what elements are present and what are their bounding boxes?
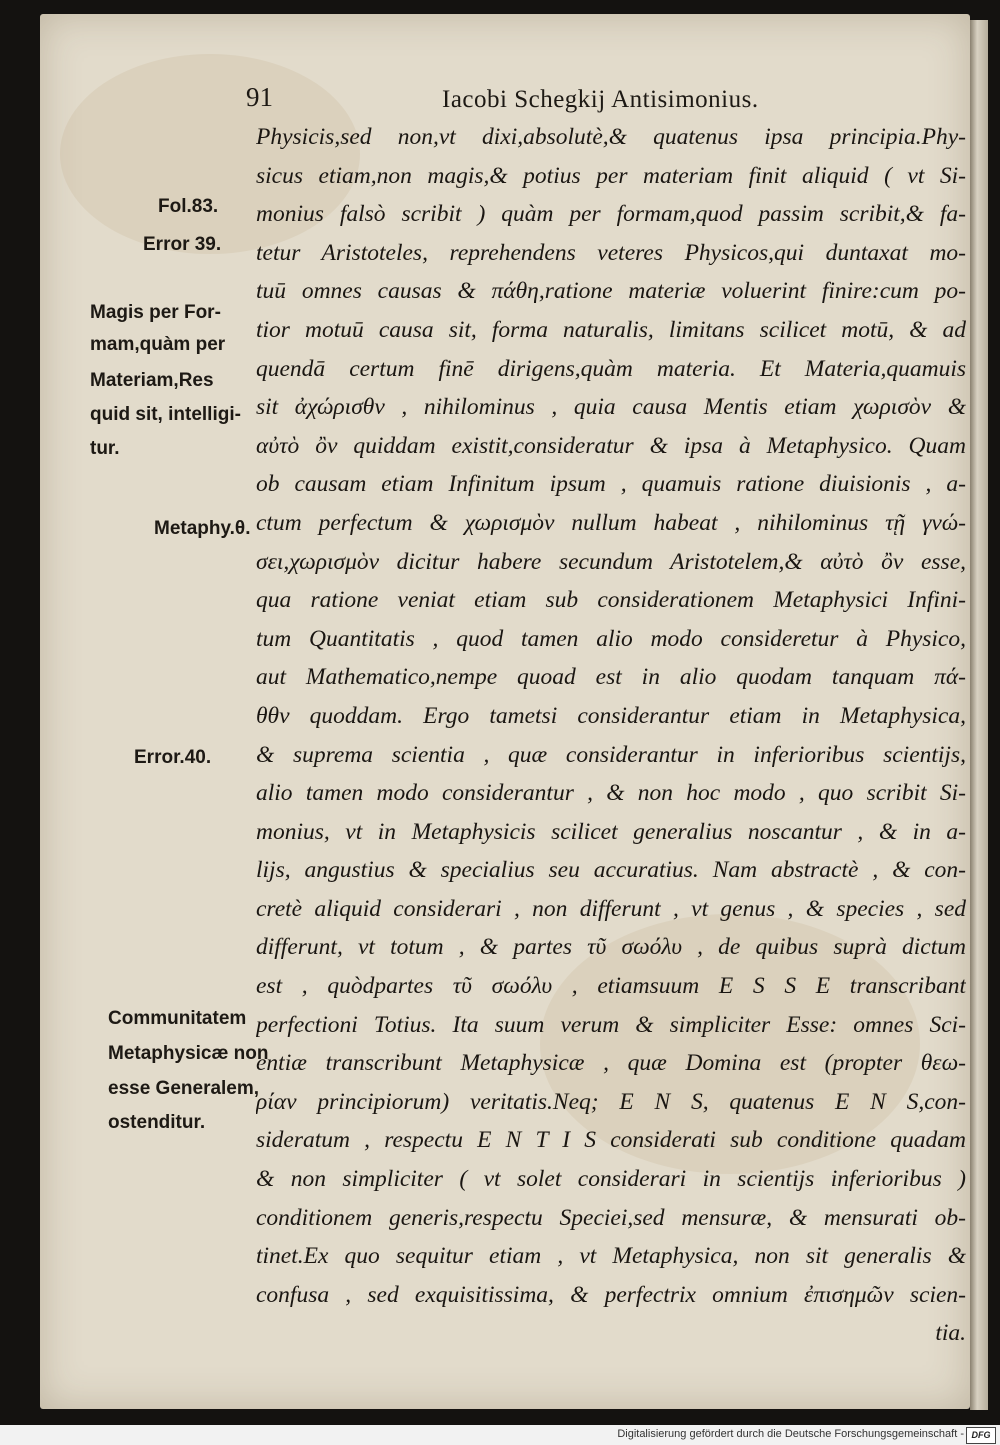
text-line: quendā certum finē dirigens,quàm materia. Et Materia,quamuis (256, 355, 966, 382)
margin-note: Error 39. (143, 234, 222, 255)
text-line: sit ἀχώρισθν , nihilominus , quia causa Mentis etiam χωρισὸν & (256, 394, 966, 421)
text-line: lijs, angustius & specialius seu accuratius. Nam abstractè , & con- (256, 857, 966, 884)
text-line: alio tamen modo considerantur , & non hoc modo , quo scribit Si- (256, 780, 966, 807)
text-line: σει,χωρισμὸν dicitur habere secundum Aristotelem,& αὐτὸ ὂν esse, (256, 548, 966, 575)
running-title: Iacobi Schegkij Antisimonius. (442, 86, 759, 113)
text-line: differunt, vt totum , & partes τῦ σωόλυ , de quibus suprà dictum (256, 934, 966, 961)
margin-note: Error.40. (134, 747, 212, 768)
text-line: monius, vt in Metaphysicis scilicet generalius noscantur , & in a- (256, 818, 966, 845)
margin-note: ostenditur. (108, 1112, 206, 1133)
page-edge (970, 20, 988, 1410)
margin-note: Metaphysicæ non (108, 1043, 269, 1064)
text-line: θθν quoddam. Ergo tametsi considerantur etiam in Metaphysica, (256, 702, 966, 729)
page-header (0, 82, 1000, 122)
text-line: ρίαν principiorum) veritatis.Neq; E N S, quatenus E N S,con- (256, 1088, 966, 1115)
margin-note: Magis per For- (90, 302, 221, 323)
text-line: αὐτὸ ὂν quiddam existit,consideratur & ipsa à Metaphysico. Quam (256, 432, 966, 459)
margin-note: Materiam,Res (90, 370, 214, 391)
text-line: sideratum , respectu E N T I S considerati sub conditione quadam (256, 1127, 966, 1154)
text-line: sicus etiam,non magis,& potius per materiam finit aliquid ( vt Si- (256, 162, 966, 189)
catchword-line: tia. (935, 1320, 966, 1347)
text-line: entiæ transcribunt Metaphysicæ , quæ Domina est (propter θεω- (256, 1050, 966, 1077)
text-line: ob causam etiam Infinitum ipsum , quamuis ratione diuisionis , a- (256, 471, 966, 498)
text-line: Physicis,sed non,vt dixi,absolutè,& quatenus ipsa principia.Phy- (256, 124, 966, 150)
text-line: tetur Aristoteles, reprehendens veteres Physicos,qui duntaxat mo- (256, 239, 966, 266)
text-line: confusa , sed exquisitissima, & perfectrix omnium ἐπισημῶν scien- (256, 1281, 966, 1308)
text-line: qua ratione veniat etiam sub considerationem Metaphysici Infini- (256, 587, 966, 614)
margin-note: tur. (90, 438, 120, 459)
text-line: aut Mathematico,nempe quoad est in alio quodam tanquam πά- (256, 664, 966, 691)
text-line: & suprema scientia , quæ considerantur in inferioribus scientijs, (256, 741, 966, 768)
funding-credit: Digitalisierung gefördert durch die Deutsche Forschungsgemeinschaft - (617, 1428, 964, 1440)
text-line: tum Quantitatis , quod tamen alio modo consideretur à Physico, (256, 625, 966, 652)
text-line: tinet.Ex quo sequitur etiam , vt Metaphysica, non sit generalis & (256, 1243, 966, 1270)
page-number: 91 (246, 82, 273, 112)
text-line: tior motuū causa sit, forma naturalis, limitans scilicet motū, & ad (256, 316, 966, 343)
text-line: monius falsò scribit ) quàm per formam,quod passim scribit,& fa- (256, 201, 966, 228)
text-line: est , quòdpartes τῦ σωόλυ , etiamsuum E S S E transcribant (256, 973, 966, 1000)
margin-note: Fol.83. (158, 196, 219, 217)
text-line: conditionem generis,respectu Speciei,sed mensuræ, & mensurati ob- (256, 1204, 966, 1231)
margin-note: mam,quàm per (90, 334, 226, 355)
text-line: & non simpliciter ( vt solet considerari in scientijs inferioribus ) (256, 1166, 966, 1193)
main-text (256, 118, 966, 1353)
margin-note: esse Generalem, (108, 1078, 260, 1099)
text-line: cretè aliquid considerari , non differunt , vt genus , & species , sed (256, 895, 966, 922)
text-line: perfectioni Totius. Ita suum verum & simpliciter Esse: omnes Sci- (256, 1011, 966, 1038)
margin-note: Metaphy.θ. (154, 518, 251, 539)
text-line: tuū omnes causas & πάθη,ratione materiæ voluerint finire:cum po- (256, 278, 966, 305)
margin-note: quid sit, intelligi- (90, 404, 241, 425)
dfg-logo: DFG (966, 1427, 996, 1444)
margin-note: Communitatem (108, 1008, 247, 1029)
text-line: ctum perfectum & χωρισμὸν nullum habeat , nihilominus τῇ γνώ- (256, 509, 966, 536)
digitization-footer (0, 1425, 1000, 1445)
